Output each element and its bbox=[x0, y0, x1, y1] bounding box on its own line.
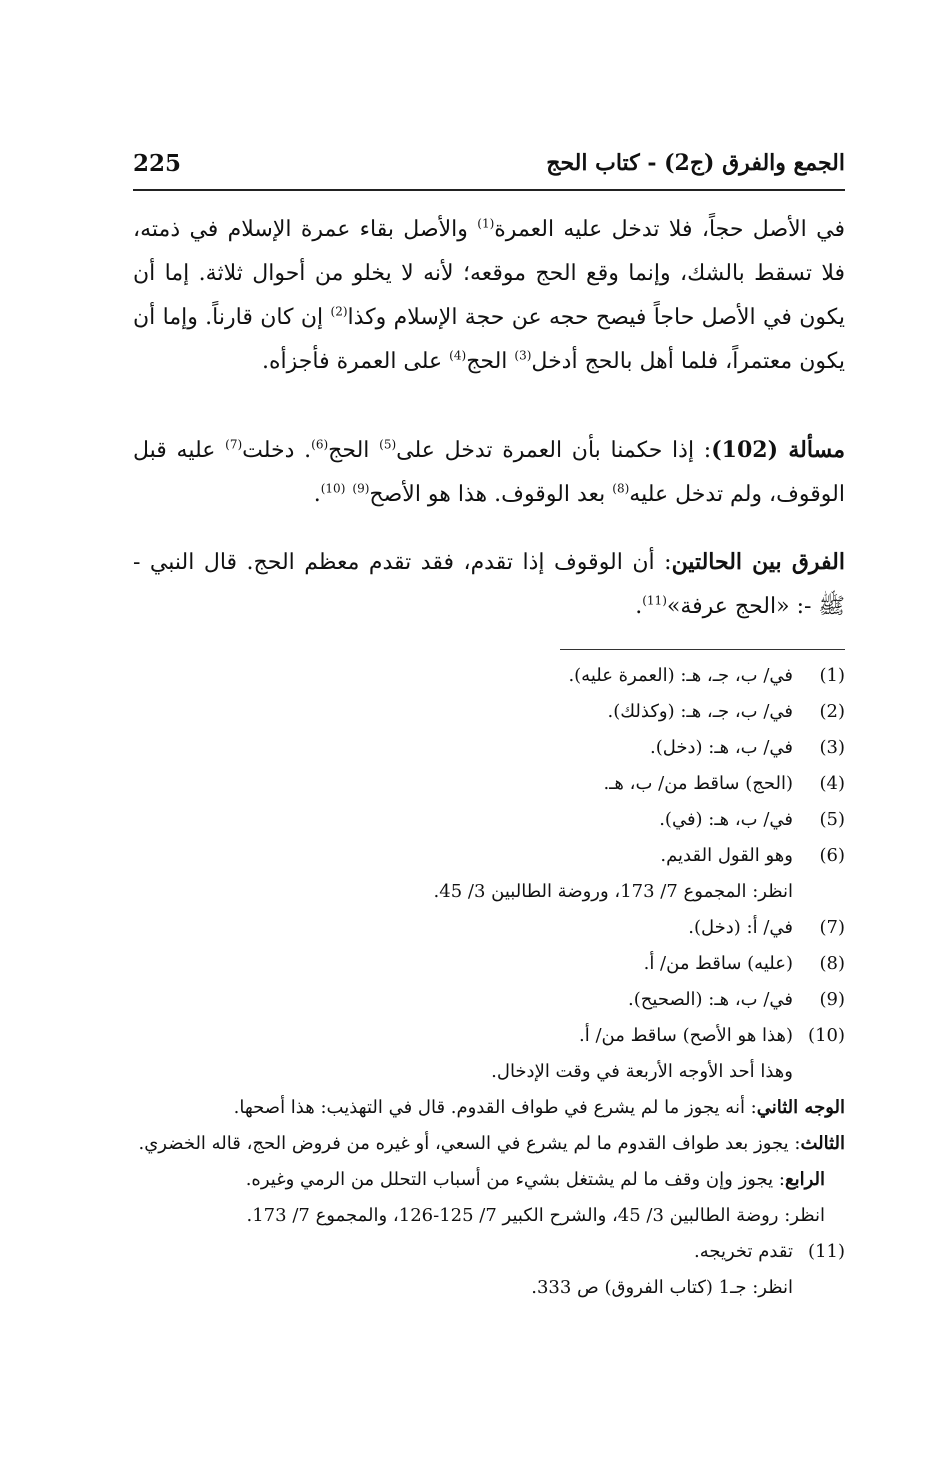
footnote-subheading: الوجه الثاني bbox=[756, 1097, 845, 1118]
footnote bbox=[133, 658, 845, 694]
question-label: مسألة (102) bbox=[711, 437, 845, 463]
footnote bbox=[133, 766, 845, 802]
footnote-ref-5[interactable]: (5) bbox=[379, 437, 397, 452]
question-text-5: بعد الوقوف. هذا هو الأصح bbox=[369, 482, 613, 507]
footnote-number: (6) bbox=[819, 845, 845, 866]
running-title: الجمع والفرق (ج2) - كتاب الحج bbox=[546, 150, 845, 176]
page-header bbox=[133, 150, 845, 186]
footnote-number: (5) bbox=[819, 809, 845, 830]
main-text-5: على العمرة فأجزأه. bbox=[262, 349, 450, 374]
footnote-number: (11) bbox=[808, 1241, 845, 1262]
question-paragraph bbox=[133, 428, 845, 517]
main-text-4: الحج bbox=[466, 349, 515, 374]
footnote-subtext: : يجوز بعد طواف القدوم ما لم يشرع في السعي، أو غيره من فروض الحج، قاله الخضري. bbox=[138, 1133, 801, 1154]
difference-label: الفرق بين الحالتين bbox=[671, 549, 845, 575]
question-text-2: الحج bbox=[328, 438, 380, 463]
footnote bbox=[133, 730, 845, 766]
footnote-continuation: انظر: جـ1 (كتاب الفروق) ص 333. bbox=[531, 1277, 793, 1298]
difference-text-2: . bbox=[635, 594, 643, 619]
footnote-separator bbox=[560, 649, 845, 650]
difference-paragraph bbox=[133, 540, 845, 629]
footnote-subtext: : أنه يجوز ما لم يشرع في طواف القدوم. قال في التهذيب: هذا أصحها. bbox=[233, 1097, 757, 1118]
footnote bbox=[133, 802, 845, 838]
footnotes bbox=[133, 658, 845, 1306]
main-paragraph bbox=[133, 208, 845, 384]
footnote-number: (7) bbox=[819, 917, 845, 938]
footnote-text: وهو القول القديم. bbox=[660, 845, 793, 866]
footnote-ref-2[interactable]: (2) bbox=[330, 304, 348, 319]
footnote-continuation: وهذا أحد الأوجه الأربعة في وقت الإدخال. bbox=[491, 1061, 793, 1082]
footnote-ref-7[interactable]: (7) bbox=[225, 437, 243, 452]
main-text-3: إن كان قارناً. وإما أن يكون معتمراً، فلما أهل بالحج أدخل bbox=[133, 305, 845, 374]
footnote-number: (3) bbox=[819, 737, 845, 758]
footnote-text: في/ ب، هـ: (في). bbox=[659, 809, 793, 830]
footnote-continuation: انظر: روضة الطالبين 3/ 45، والشرح الكبير 7/ 125-126، والمجموع 7/ 173. bbox=[246, 1205, 825, 1226]
footnote-continuation: انظر: المجموع 7/ 173، وروضة الطالبين 3/ 45. bbox=[433, 881, 793, 902]
main-text-1: في الأصل حجاً، فلا تدخل عليه العمرة bbox=[494, 217, 845, 242]
footnote-text: (الحج) ساقط من/ ب، هـ. bbox=[603, 773, 793, 794]
footnote-text: في/ ب، جـ، هـ: (وكذلك). bbox=[607, 701, 793, 722]
header-rule bbox=[133, 189, 845, 191]
footnote-text: تقدم تخريجه. bbox=[694, 1241, 793, 1262]
footnote-text: في/ ب، هـ: (الصحيح). bbox=[628, 989, 793, 1010]
footnote-subtext: : يجوز وإن وقف ما لم يشتغل بشيء من أسباب التحلل من الرمي وغيره. bbox=[245, 1169, 785, 1190]
footnote-ref-3[interactable]: (3) bbox=[514, 348, 532, 363]
footnote-number: (4) bbox=[819, 773, 845, 794]
footnote-text: (هذا هو الأصح) ساقط من/ أ. bbox=[579, 1025, 793, 1046]
footnote-continuation bbox=[133, 1090, 845, 1126]
footnote-text: في/ أ: (دخل). bbox=[688, 917, 793, 938]
page-number: 225 bbox=[133, 150, 182, 177]
footnote-number: (10) bbox=[808, 1025, 845, 1046]
footnote-number: (8) bbox=[819, 953, 845, 974]
question-text-6: . bbox=[313, 482, 321, 507]
footnote bbox=[133, 838, 845, 874]
footnote-number: (1) bbox=[819, 665, 845, 686]
footnote-ref-8[interactable]: (8) bbox=[612, 481, 630, 496]
footnote bbox=[133, 1234, 845, 1270]
footnote-ref-6[interactable]: (6) bbox=[311, 437, 329, 452]
footnote-ref-10[interactable]: (10) bbox=[320, 481, 346, 496]
footnote-continuation bbox=[133, 1126, 845, 1162]
question-text-1: : إذا حكمنا بأن العمرة تدخل على bbox=[396, 438, 712, 463]
question-text-4: عليه قبل الوقوف، ولم تدخل عليه bbox=[133, 438, 845, 507]
footnote-subheading: الرابع bbox=[784, 1169, 825, 1190]
main-text-2: والأصل بقاء عمرة الإسلام في ذمته، فلا تسقط بالشك، وإنما وقع الحج موقعه؛ لأنه لا يخلو من أحوال ثلاثة. إما أن يكون في الأصل حاجاً فيصح حجه عن حجة الإسلام وكذا bbox=[133, 217, 845, 330]
footnote-number: (2) bbox=[819, 701, 845, 722]
footnote bbox=[133, 946, 845, 982]
footnote-text: في/ ب، هـ: (دخل). bbox=[650, 737, 793, 758]
footnote-ref-4[interactable]: (4) bbox=[449, 348, 467, 363]
footnote bbox=[133, 694, 845, 730]
footnote bbox=[133, 910, 845, 946]
footnote-number: (9) bbox=[819, 989, 845, 1010]
footnote-text: (عليه) ساقط من/ أ. bbox=[643, 953, 793, 974]
footnote-continuation bbox=[133, 1162, 845, 1198]
question-text-3: . دخلت bbox=[242, 438, 312, 463]
footnote-text: في/ ب، جـ، هـ: (العمرة عليه). bbox=[568, 665, 793, 686]
footnote-ref-9[interactable]: (9) bbox=[352, 481, 370, 496]
footnote-ref-1[interactable]: (1) bbox=[477, 216, 495, 231]
difference-text-1: : أن الوقوف إذا تقدم، فقد تقدم معظم الحج. قال النبي - ﷺ -: «الحج عرفة» bbox=[133, 550, 845, 619]
footnote-subheading: الثالث bbox=[800, 1133, 845, 1154]
footnote bbox=[133, 982, 845, 1018]
footnote-ref-11[interactable]: (11) bbox=[642, 593, 667, 608]
footnote bbox=[133, 1018, 845, 1054]
